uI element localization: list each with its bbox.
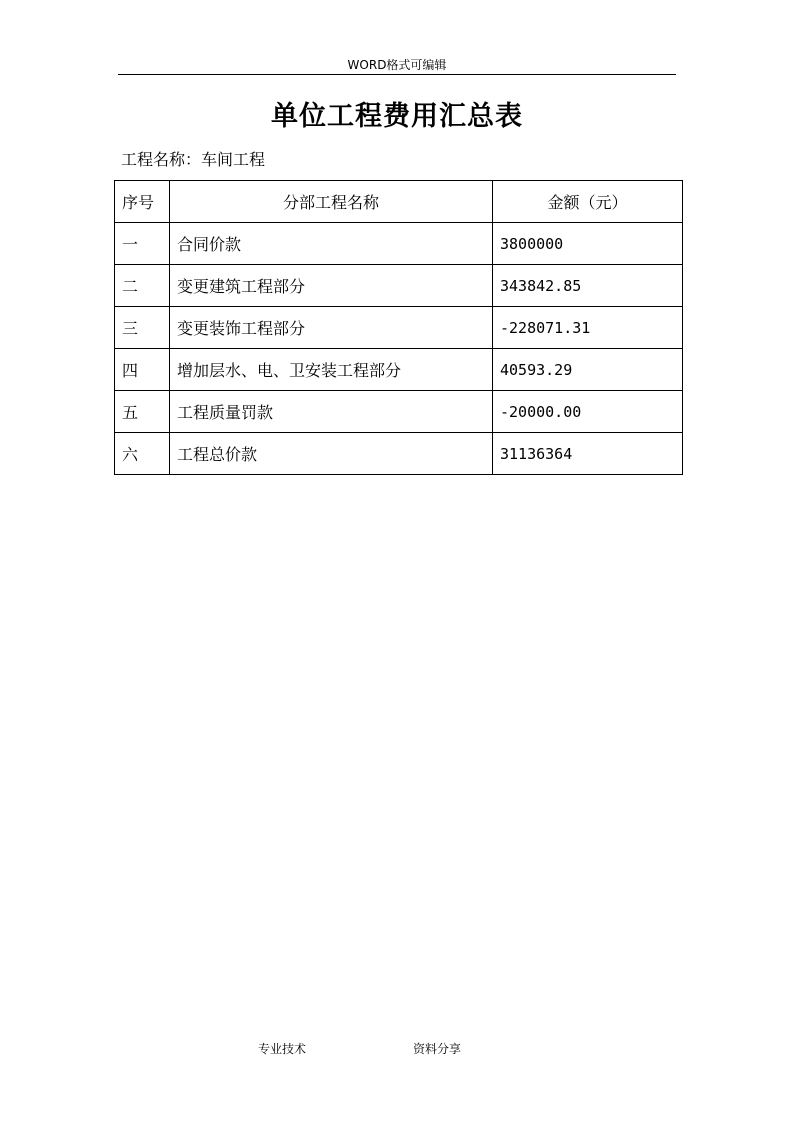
row-name: 增加层水、电、卫安装工程部分 <box>170 349 493 391</box>
row-index: 二 <box>115 265 170 307</box>
document-title: 单位工程费用汇总表 <box>271 101 523 132</box>
row-name: 合同价款 <box>170 223 493 265</box>
row-name: 变更建筑工程部分 <box>170 265 493 307</box>
table-row <box>115 223 683 265</box>
table-header-row <box>115 181 683 223</box>
cost-summary-table <box>114 180 683 475</box>
table-row <box>115 307 683 349</box>
table-row <box>115 265 683 307</box>
project-name-line: 工程名称：车间工程 <box>121 150 266 169</box>
row-index: 三 <box>115 307 170 349</box>
row-amount: 31136364 <box>493 433 683 475</box>
footer-right-text: 资料分享 <box>413 1042 462 1056</box>
row-index: 四 <box>115 349 170 391</box>
row-name: 工程质量罚款 <box>170 391 493 433</box>
table-row <box>115 349 683 391</box>
row-index: 五 <box>115 391 170 433</box>
row-amount: -20000.00 <box>493 391 683 433</box>
row-index: 一 <box>115 223 170 265</box>
row-name: 变更装饰工程部分 <box>170 307 493 349</box>
page-header: WORD格式可编辑 <box>347 58 447 72</box>
row-amount: -228071.31 <box>493 307 683 349</box>
table-row <box>115 433 683 475</box>
table-row <box>115 391 683 433</box>
header-rule <box>118 74 676 75</box>
row-amount: 3800000 <box>493 223 683 265</box>
row-index: 六 <box>115 433 170 475</box>
row-name: 工程总价款 <box>170 433 493 475</box>
row-amount: 40593.29 <box>493 349 683 391</box>
column-header-index: 序号 <box>115 181 170 223</box>
row-amount: 343842.85 <box>493 265 683 307</box>
column-header-amount: 金额（元） <box>493 181 683 223</box>
column-header-name: 分部工程名称 <box>170 181 493 223</box>
footer-left-text: 专业技术 <box>258 1042 307 1056</box>
